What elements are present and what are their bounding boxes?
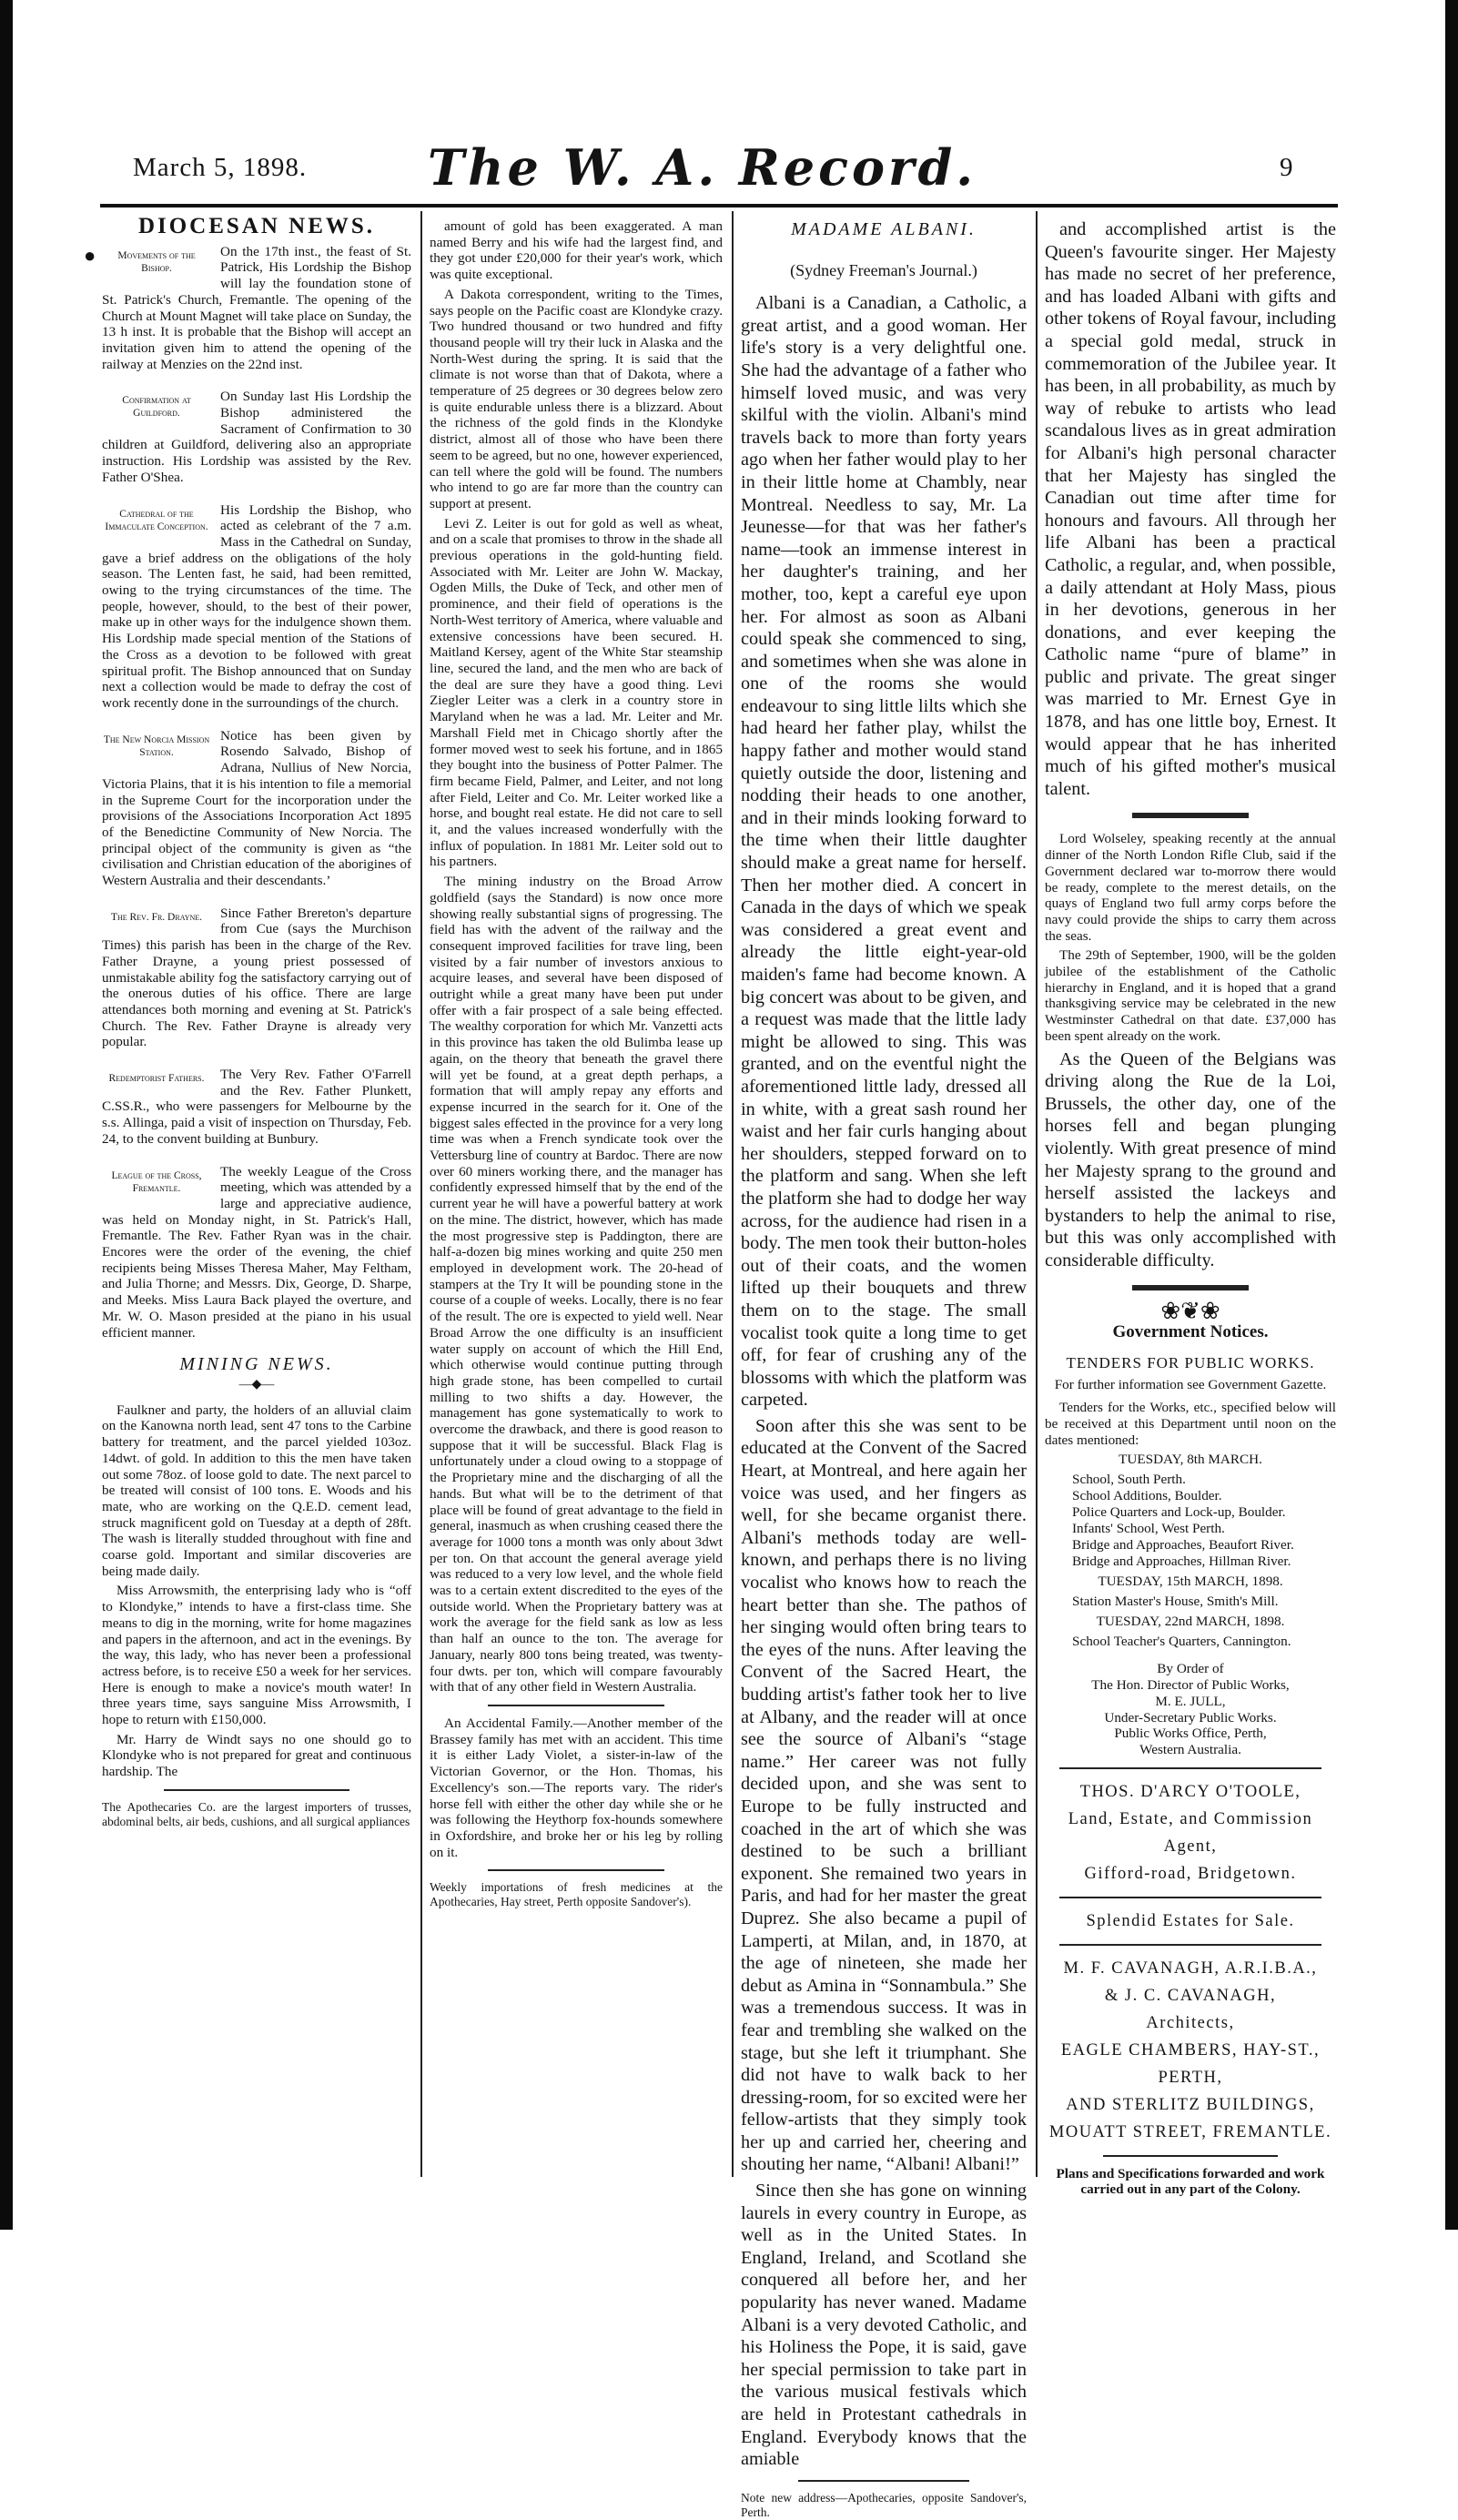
diocesan-entry	[102, 389, 411, 485]
article-title: MADAME ALBANI.	[791, 219, 977, 239]
margin-mark: ●	[84, 244, 96, 267]
architect-advertisement	[1045, 1955, 1336, 2146]
mining-paragraph: Miss Arrowsmith, the enterprising lady who is “off to Klondyke,” intends to have a first-class time. She means to dig in the morning, write for home magazines and papers in the afternoon, and act in the evenings. By the way, this lady, who has never been a professional actress before, is to receive £50 a week for her services. Here is enough to make a novice's mouth water! In three years time, says sanguine Miss Arrowsmith, I hope to return with £150,000.	[102, 1583, 411, 1728]
notice-heading: TENDERS FOR PUBLIC WORKS.	[1066, 1353, 1315, 1371]
section-title: Government Notices.	[1112, 1322, 1269, 1342]
header-rule	[100, 204, 1338, 207]
entry-side-heading: Confirmation at Guildford.	[122, 395, 191, 420]
divider	[798, 2480, 969, 2482]
order-line: Under-Secretary Public Works.	[1104, 1709, 1277, 1726]
column-4	[1045, 218, 1336, 2211]
scan-edge-right	[1445, 0, 1458, 2230]
article-continuation	[1045, 218, 1336, 800]
mining-paragraph: Mr. Harry de Windt says no one should go to Klondyke who is not prepared for great and continuous hardship. The	[102, 1731, 411, 1780]
news-brief: Lord Wolseley, speaking recently at the annual dinner of the North London Rifle Club, said if the Government declared war to-morrow there would be ready, complete to the merest details, on the quays of England two full army corps before the navy could provide the ships to carry them across the seas.	[1045, 831, 1336, 944]
order-line: Western Australia.	[1139, 1741, 1241, 1757]
news-paragraph: amount of gold has been exaggerated. A man named Berry and his wife had the largest find, and they got under £20,000 for their year's work, which was quite exceptional.	[430, 218, 723, 283]
article-paragraph: Albani is a Canadian, a Catholic, a great artist, and a good woman. Her life's story is a very delightful one. She had the advantage of a father who himself loved music, and was very skilful with the violin. Albani's mind travels back to more than forty years ago when her father would play to her in their little home at Chambly, near Montreal. Needless to say, Mr. La Jeunesse—for that was her father's name—took an immense interest in her daughter's training, and her mother, too, kept a careful eye upon her. For almost as soon as Albani could speak she commenced to sing, and sometimes when she was alone in one of the rooms she would endeavour to sing little lilts which she had heard her father play, whilst the happy father and mother would stand quietly outside the door, listening and nodding their heads to one another, and in their minds looking forward to the time when their little daughter should make a great name for herself. Then her mother died. A concert in Canada in the days of which we speak was considered a great event and already the little eight-year-old maiden's fame had become known. A big concert was about to be given, and a request was made that the little lady might be allowed to sing. This was granted, and on the eventful night the aforementioned little lady, dressed all in white, with a great sash round her waist and her fair curls hanging about her shoulders, stepped forward on to the platform and sang. When she left the platform she had to dodge her way across, for the audience had risen in a body. The men took their button-holes out of their coats, and the women lifted up their bouquets and threw them on to the stage. The small vocalist took quite a long time to get off, for fear of crushing any of the blossoms with which the platform was carpeted.	[741, 293, 1027, 1411]
scan-edge-left	[0, 0, 13, 2230]
ad-line: Gifford-road, Bridgetown.	[1084, 1864, 1297, 1883]
entry-side-heading: Redemptorist Fathers.	[108, 1073, 205, 1085]
divider	[488, 1705, 663, 1706]
diocesan-entry	[102, 1067, 411, 1148]
news-brief: The 29th of September, 1900, will be the golden jubilee of the establishment of the Catholic hierarchy in England, and it is hoped that a grand thanksgiving service may be celebrated in the new Westminster Cathedral on that date. £37,000 has been spent already on the work.	[1045, 947, 1336, 1044]
divider	[1103, 2155, 1278, 2157]
column-3	[741, 218, 1027, 2519]
entry-text: The Very Rev. Father O'Farrell and the Rev. Father Plunkett, C.SS.R., who were passengers for Melbourne by the s.s. Allinga, paid a visit of inspection on Thursday, Feb. 24, to the convent building at Bunbury.	[102, 1067, 411, 1147]
entry-text: On Sunday last His Lordship the Bishop administered the Sacrament of Confirmation to 30 children at Guildford, delivering also an appropriate instruction. His Lordship was assisted by the Rev. Father O'Shea.	[102, 389, 411, 485]
issue-date: March 5, 1898.	[133, 153, 308, 182]
advertisement: Weekly importations of fresh medicines at the Apothecaries, Hay street, Perth opposite Sandover's).	[430, 1880, 723, 1909]
article-paragraph: Since then she has gone on winning laurels in every country in Europe, as well as in the United States. In England, Ireland, and Scotland she conquered all before her, and her popularity has never waned. Madame Albani is a very devoted Catholic, and his Holiness the Pope, it is said, gave her special permission to take part in the various musical festivals which are held in Protestant cathedrals in England. Everybody knows that the amiable	[741, 2181, 1027, 2470]
diocesan-entry	[102, 1164, 411, 1341]
divider	[1132, 813, 1249, 818]
advertisement: The Apothecaries Co. are the largest importers of trusses, abdominal belts, air beds, cushions, and all surgical appliances	[102, 1799, 411, 1828]
entry-text: On the 17th inst., the feast of St. Patrick, His Lordship the Bishop will lay the foundation stone of St. Patrick's Church, Fremantle. The opening of the Church at Mount Magnet will take place on Sunday, the 13 h inst. It is probable that the Bishop will accept an invitation given him to attend the opening of the railway at Menzies on the 22nd inst.	[102, 243, 411, 372]
entry-text: Since Father Brereton's departure from Cue (says the Murchison Times) this parish has been in the charge of the Rev. Father Drayne, a young priest possessed of unmistakable ability fog the satisfactory carrying out of the onerous duties of his office. There are large attendances both morning and evening at St. Patrick's Church. The Rev. Father Drayne is already very popular.	[102, 905, 411, 1050]
news-brief: An Accidental Family.—Another member of the Brassey family has met with an accident. This time it is either Lady Violet, a sister-in-law of the Victorian Governor, or the Hon. Thomas, his Excellency's son.—The reports vary. The rider's horse fell with either the other day while she or he was following the Heythorp fox-hounds somewhere in Oxfordshire, and broke her or his leg by rolling on it.	[430, 1715, 723, 1860]
column-1	[102, 214, 411, 2211]
diocesan-entry	[102, 244, 411, 373]
divider	[1059, 1944, 1321, 1946]
tender-list	[1072, 1472, 1336, 1570]
tender-date: TUESDAY, 22nd MARCH, 1898.	[1096, 1614, 1285, 1630]
crest-ornament: ❀❦❀	[1160, 1297, 1220, 1324]
divider	[164, 1789, 349, 1791]
divider	[1059, 1897, 1321, 1898]
page-number: 9	[1280, 153, 1293, 182]
article-source: (Sydney Freeman's Journal.)	[790, 260, 977, 279]
section-title: MINING NEWS.	[179, 1354, 334, 1375]
order-signature	[1045, 1661, 1336, 1757]
tender-item: Station Master's House, Smith's Mill.	[1072, 1594, 1279, 1610]
column-rule	[732, 211, 734, 2177]
ad-line: THOS. D'ARCY O'TOOLE,	[1079, 1782, 1301, 1801]
article-body	[741, 292, 1027, 2471]
notice-intro: Tenders for the Works, etc., specified below will be received at this Department until noon on the dates mentioned:	[1045, 1400, 1336, 1448]
tender-list	[1072, 1594, 1336, 1610]
news-paragraph: Levi Z. Leiter is out for gold as well as wheat, and on a scale that promises to throw in the shade all previous operations in the gold-hunting field. Associated with Mr. Leiter are John W. Mackay, Ogden Mills, the Duke of Teck, and other men of prominence, and their field of operations is the North-West territory of America, where valuable and extensive concessions have been secured. H. Maitland Kersey, agent of the White Star steamship line, secured the land, and the men who are back of the deal are sure they have a good thing. Levi Ziegler Leiter was a clerk in a country store in Maryland when he was a lad. Mr. Leiter and Mr. Marshall Field met in Chicago shortly after the former moved west to seek his fortune, and in 1865 they bought into the business of Potter Palmer. The firm became Field, Palmer, and Leiter, and not long after Field, Leiter and Co. Mr. Leiter worked like a horse, and bought real estate. He did not care to sell it, and the values increased wonderfully with the influx of population. In 1881 Mr. Leiter sold out to his partners.	[430, 515, 723, 870]
order-line: M. E. JULL,	[1155, 1693, 1226, 1709]
dinkus-ornament: —◆—	[238, 1378, 275, 1392]
entry-side-heading: The New Norcia Mission Station.	[103, 734, 210, 758]
entry-side-heading: Movements of the Bishop.	[117, 249, 196, 274]
order-line: By Order of	[1157, 1661, 1224, 1677]
ad-line: Land, Estate, and Commission	[1068, 1809, 1313, 1828]
tender-item: Bridge and Approaches, Hillman River.	[1072, 1553, 1291, 1570]
ad-line: Agent,	[1163, 1837, 1218, 1856]
mining-news	[102, 1402, 411, 1780]
diocesan-entry	[102, 906, 411, 1050]
tender-item: Bridge and Approaches, Beaufort River.	[1072, 1537, 1294, 1553]
tender-date: TUESDAY, 15th MARCH, 1898.	[1098, 1574, 1283, 1590]
ad-line: Architects,	[1146, 2013, 1235, 2032]
architect-note: Plans and Specifications forwarded and work carried out in any part of the Colony.	[1056, 2165, 1325, 2198]
news-paragraph: A Dakota correspondent, writing to the Times, says people on the Pacific coast are Klondyke crazy. Two hundred thousand or two hundred and fifty thousand people will try their luck in Alaska and the North-West during the spring. It is said that the climate is not worse than that of Dakota, where a temperature of 25 degrees or 30 degrees below zero is quite endurable unless there is a blizzard. About the richness of the gold finds in the Klondyke district, almost all of those who have been there seem to be agreed, but no one, however experienced, can tell where the gold will be found. The numbers who intend to go are far more than the country can support at present.	[430, 286, 723, 511]
divider	[1059, 1767, 1321, 1769]
article-paragraph: and accomplished artist is the Queen's favourite singer. Her Majesty has made no secret of her preference, and has loaded Albani with gifts and other tokens of Royal favour, including a special gold medal, struck in commemoration of the Jubilee year. It has been, in all probability, as much by way of rebuke to artists who lead scandalous lives as in great admiration for Albani's high personal character that her Majesty has singled the Canadian out time after time for honours and favours. All through her life Albani has been a practical Catholic, a regular, and, when possible, a daily attendant at Holy Mass, pious in her devotions, generous in her donations, and ever keeping the Catholic name “pure of blame” in public and private. The great singer was married to Mr. Ernest Gye in 1878, and has one little boy, Ernest. It would appear that he has inherited much of his gifted mother's musical talent.	[1045, 219, 1336, 799]
entry-side-heading: The Rev. Fr. Drayne.	[110, 911, 203, 923]
notice-info: For further information see Government Gazette.	[1054, 1376, 1327, 1392]
entry-text: Notice has been given by Rosendo Salvado, Bishop of Adrana, Nullius of New Norcia, Victoria Plains, that it is his intention to file a memorial in the Supreme Court for the incorporation under the provisions of the Associations Incorporation Act 1895 of the Benedictine Community of New Norcia. The principal object of the community is given as “the civilisation and Christian education of the aborigines of Western Australia and their descendants.’	[102, 727, 411, 889]
column-2	[430, 218, 723, 2211]
ad-line: PERTH,	[1158, 2068, 1223, 2087]
news-paragraph: The mining industry on the Broad Arrow goldfield (says the Standard) is now once more showing really substantial signs of progressing. The field has with the advent of the railway and the consequent improved facilities for trave ling, been visited by a fair number of investors anxious to acquire leases, and several have been disposed of outright while a great many have been put under offer with a fair prospect of a sale being effected. The wealthy corporation for which Mr. Vanzetti acts in this province has taken the old Bulimba lease up again, on the theory that beneath the gravel there will yet be found, at a great depth perhaps, a formation that will amply repay any efforts and expense incurred in the search for it. One of the biggest sales effected in the province for a very long time was when a French syndicate took over the Vettersburg line of country at Bardoc. There are now over 60 miners working there, and the manager has confidently expressed himself that by the end of the current year he will have a powerful battery at work on the mine. The district, however, which has made the most progressive step is Paddington, there are half-a-dozen big mines working and quite 250 men employed in development work. The 20-head of stampers at the Try It will be pounding stone in the course of a couple of weeks. Locally, there is no fear of the result. The ore is expected to yield well. Near Broad Arrow the one difficulty is an insufficient water supply on account of which the Hill End, which otherwise would continue putting through high grade stone, has been compelled to curtail milling to two shifts a day. However, the management has gone systematically to work to overcome the drawback, and there is good reason to suppose that it will be successful. Black Flag is unfortunately under a cloud owing to a stoppage of the Proprietary mine and the discharging of all the hands. But what will be to the detriment of that place will be found of great advantage to the field in general, inasmuch as when crushing ceased there the average for 1000 tons a month was only about 3dwt per ton. On that account the general average yield was reduced to a very low level, and the whole field was to a certain extent discredited to the eyes of the outside world. When the Proprietary battery was at work the average for the field sank as low as less than half an ounce to the ton. The average for January, nearly 800 tons being treated, was twenty-four dwts. per ton, which will compare favourably with that of any other field in Western Australia.	[430, 874, 723, 1695]
tender-item: School, South Perth.	[1072, 1472, 1186, 1488]
tender-item: Police Quarters and Lock-up, Boulder.	[1072, 1504, 1286, 1521]
tender-item: Infants' School, West Perth.	[1072, 1521, 1225, 1537]
tender-date: TUESDAY, 8th MARCH.	[1119, 1452, 1262, 1468]
diocesan-entry	[102, 502, 411, 712]
diocesan-entry	[102, 728, 411, 889]
diocesan-entries	[102, 244, 411, 1341]
tender-item: School Teacher's Quarters, Cannington.	[1072, 1634, 1291, 1650]
entry-text: The weekly League of the Cross meeting, which was attended by a large and appreciative audience, was held on Monday night, in St. Patrick's Hall, Fremantle. The Rev. Father Ryan was in the chair. Encores were the order of the evening, the chief recipients being Misses Theresa Maher, May Feltham, and Julia Thorne; and Messrs. Dix, George, D. Sharpe, and Meeks. Miss Laura Back played the overture, and Mr. W. O. Mason presided at the piano in his usual efficient manner.	[102, 1163, 411, 1341]
entry-side-heading: League of the Cross, Fremantle.	[111, 1169, 202, 1194]
advertisement: Note new address—Apothecaries, opposite Sandover's, Perth.	[741, 2490, 1027, 2519]
agent-advertisement	[1045, 1778, 1336, 1887]
ad-line: AND STERLITZ BUILDINGS, MOUATT STREET, FREMANTLE.	[1048, 2095, 1332, 2141]
mining-paragraph: Faulkner and party, the holders of an alluvial claim on the Kanowna north lead, sent 47 tons to the Carbine battery for treatment, and the parcel yielded 103oz. 14dwt. of gold. In addition to this the men have taken out some 78oz. of loose gold to date. The next parcel to be treated will consist of 100 tons. E. Woods and his mate, who are working on the Q.E.D. cement lead, struck magnificent gold on Tuesday at a depth of 28ft. The wash is literally studded throughout with fine and coarse gold. Important and similar discoveries are being made daily.	[102, 1402, 411, 1579]
section-title: DIOCESAN NEWS.	[137, 214, 376, 238]
column-rule	[420, 211, 422, 2177]
divider	[488, 1869, 663, 1871]
tender-item: School Additions, Boulder.	[1072, 1488, 1222, 1504]
agent-tagline: Splendid Estates for Sale.	[1086, 1911, 1295, 1930]
ad-line: M. F. CAVANAGH, A.R.I.B.A.,	[1063, 1958, 1318, 1978]
entry-side-heading: Cathedral of the Immaculate Conception.	[105, 508, 208, 532]
entry-text: His Lordship the Bishop, who acted as celebrant of the 7 a.m. Mass in the Cathedral on Sunday, gave a brief address on the obligations of the holy season. The Lenten fast, he said, had been remitted, owing to the trying circumstances of the time. The people, however, should, to the best of their power, make up in other ways for the indulgence shown them. His Lordship made special mention of the Stations of the Cross as a devotion to be followed with great spiritual profit. The Bishop announced that on Sunday next a collection would be made to defray the cost of work recently done in the surroundings of the church.	[102, 501, 411, 711]
news-paragraphs	[430, 218, 723, 1695]
tender-list	[1072, 1634, 1336, 1650]
divider	[1132, 1285, 1249, 1290]
order-line: The Hon. Director of Public Works,	[1091, 1677, 1290, 1694]
ad-line: & J. C. CAVANAGH,	[1104, 1986, 1277, 2005]
news-brief: As the Queen of the Belgians was driving along the Rue de la Loi, Brussels, the other day, one of the horses fell and began plunging violently. With great presence of mind her Majesty sprang to the ground and herself assisted the lackeys and bystanders to help the animal to rise, but this was only accomplished with considerable difficulty.	[1045, 1048, 1336, 1270]
order-line: Public Works Office, Perth,	[1114, 1726, 1267, 1742]
masthead-title: The W. A. Record.	[428, 138, 977, 197]
article-paragraph: Soon after this she was sent to be educated at the Convent of the Sacred Heart, at Montreal, and here again her voice was used, and her fingers as well, for she became organist there. Albani's methods today are well-known, and perhaps there is no living vocalist who knows how to reach the heart better than she. The pathos of her singing would often bring tears to the eyes of the nuns. After leaving the Convent of the Sacred Heart, the budding artist's father took her to live at Albany, and the reader will at once see the source of Albani's “stage name.” Her career was not fully decided upon, and she was sent to Europe to be fully instructed and coached in the art of which she was destined to be such a brilliant exponent. She remained two years in Paris, and had for her master the great Duprez. She also became a pupil of Lamperti, at Milan, and, in 1870, at the age of nineteen, she made her debut as Amina in “Sonnambula.” She was a tremendous success. It was in fear and trembling she walked on the stage, but she left it triumphant. She did not have to walk back to her dressing-room, for so excited were her fellow-artists that they simply took her up and carried her, cheering and shouting her name, “Albani! Albani!”	[741, 1415, 1027, 2175]
column-rule	[1036, 211, 1038, 2177]
ad-line: EAGLE CHAMBERS, HAY-ST.,	[1060, 2040, 1321, 2060]
